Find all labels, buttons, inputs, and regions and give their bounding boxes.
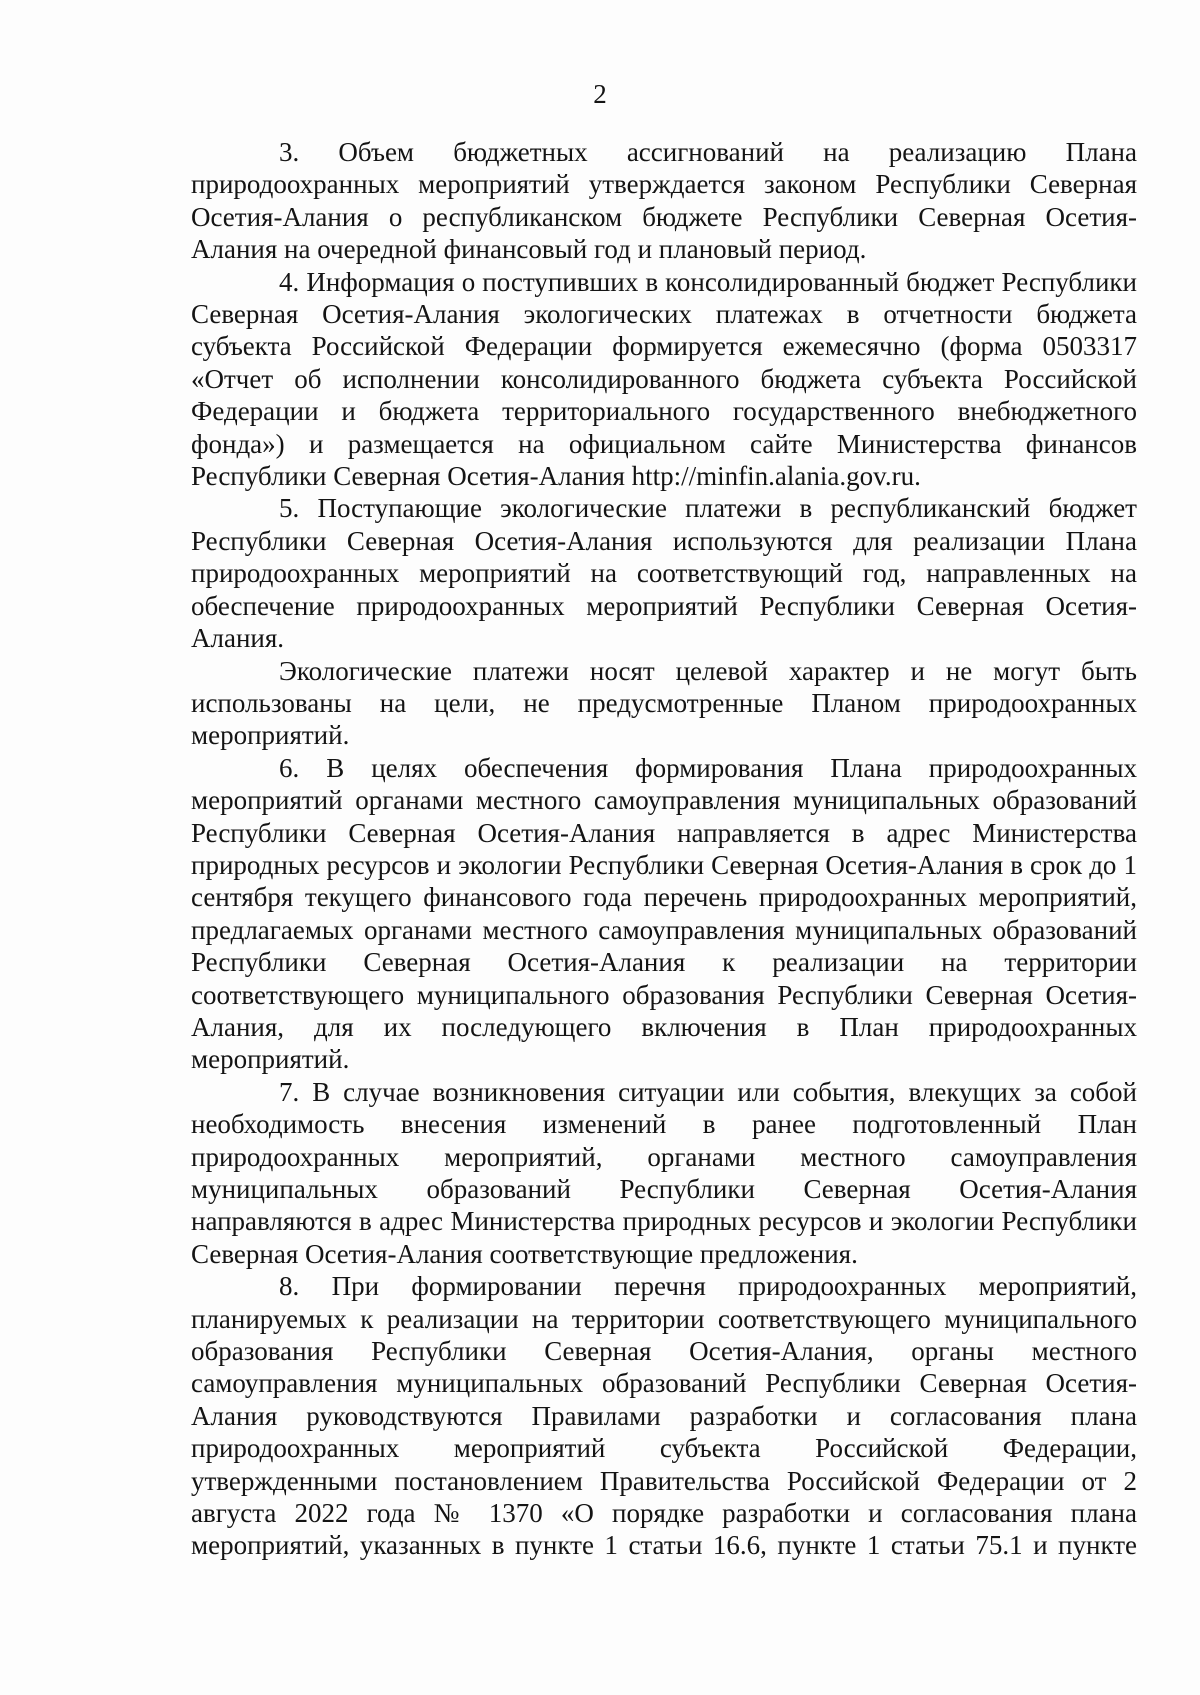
- paragraph-8: 8. При формировании перечня природоохранных мероприятий, планируемых к реализации на территории соответствующего муниципального образования Республики Северная Осетия-Алания, органы местного самоуправления муниципальных образований Республики Северная Осетия-Алания руководствуются Правилами разработки и согласования плана природоохранных мероприятий субъекта Российской Федерации, утвержденными постановлением Правительства Российской Федерации от 2 августа 2022 года № 1370 «О порядке разработки и согласования плана мероприятий, указанных в пункте 1 статьи 16.6, пункте 1 статьи 75.1 и пункте: [191, 1271, 1137, 1561]
- document-body: [191, 136, 1137, 1562]
- paragraph-6: 6. В целях обеспечения формирования Плана природоохранных мероприятий органами местного самоуправления муниципальных образований Республики Северная Осетия-Алания направляется в адрес Министерства природных ресурсов и экологии Республики Северная Осетия-Алания в срок до 1 сентября текущего финансового года перечень природоохранных мероприятий, предлагаемых органами местного самоуправления муниципальных образований Республики Северная Осетия-Алания к реализации на территории соответствующего муниципального образования Республики Северная Осетия-Алания, для их последующего включения в План природоохранных мероприятий.: [191, 752, 1137, 1075]
- paragraph-4: 4. Информация о поступивших в консолидированный бюджет Республики Северная Осетия-Алания экологических платежах в отчетности бюджета субъекта Российской Федерации формируется ежемесячно (форма 0503317 «Отчет об исполнении консолидированного бюджета субъекта Российской Федерации и бюджета территориального государственного внебюджетного фонда») и размещается на официальном сайте Министерства финансов Республики Северная Осетия-Алания http://minfin.alania.gov.ru.: [191, 266, 1137, 492]
- paragraph-5-continuation: Экологические платежи носят целевой характер и не могут быть использованы на цели, не предусмотренные Планом природоохранных мероприятий.: [191, 655, 1137, 751]
- paragraph-5: 5. Поступающие экологические платежи в республиканский бюджет Республики Северная Осетия-Алания используются для реализации Плана природоохранных мероприятий на соответствующий год, направленных на обеспечение природоохранных мероприятий Республики Северная Осетия-Алания.: [191, 493, 1137, 654]
- paragraph-7: 7. В случае возникновения ситуации или события, влекущих за собой необходимость внесения изменений в ранее подготовленный План природоохранных мероприятий, органами местного самоуправления муниципальных образований Республики Северная Осетия-Алания направляются в адрес Министерства природных ресурсов и экологии Республики Северная Осетия-Алания соответствующие предложения.: [191, 1076, 1137, 1269]
- page-number: 2: [593, 79, 607, 109]
- paragraph-3: 3. Объем бюджетных ассигнований на реализацию Плана природоохранных мероприятий утверждается законом Республики Северная Осетия-Алания о республиканском бюджете Республики Северная Осетия-Алания на очередной финансовый год и плановый период.: [191, 137, 1137, 265]
